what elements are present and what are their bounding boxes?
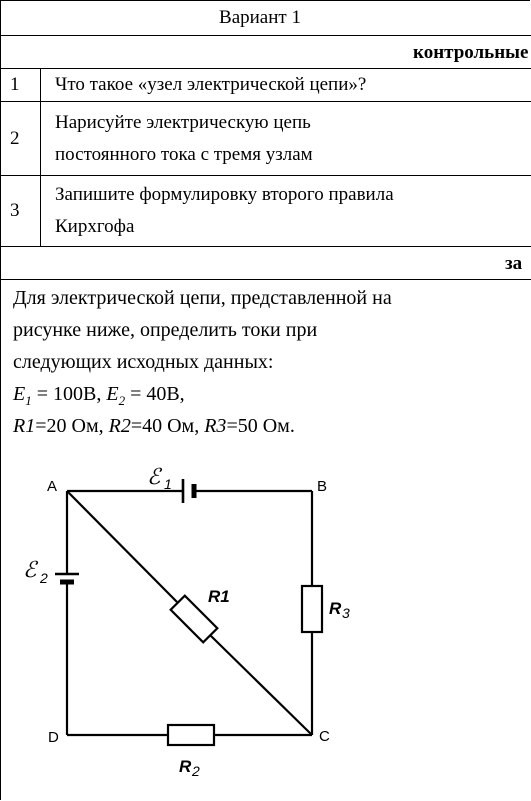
variant-title: Вариант 1 bbox=[219, 7, 301, 28]
resistor-r3-symbol: R bbox=[329, 599, 342, 618]
circuit-diagram bbox=[1, 449, 517, 801]
e2-subscript: 2 bbox=[118, 393, 126, 408]
e2-value: = 40В, bbox=[125, 383, 185, 405]
section-task-title: за bbox=[505, 253, 523, 274]
resistor-r2 bbox=[168, 725, 214, 745]
section-control-questions-title: контрольные bbox=[413, 42, 529, 63]
e2-symbol: E bbox=[106, 383, 119, 405]
question-text bbox=[55, 179, 531, 243]
emf1-subscript: 1 bbox=[164, 476, 172, 492]
task-statement bbox=[13, 282, 513, 442]
question-text-line: Нарисуйте электрическую цепь bbox=[55, 112, 311, 133]
emf1-symbol: ℰ bbox=[147, 465, 161, 490]
node-label-b: B bbox=[317, 478, 328, 495]
resistor-r3 bbox=[302, 586, 322, 632]
r3-value: =50 Ом. bbox=[226, 415, 295, 437]
e1-subscript: 1 bbox=[25, 393, 32, 408]
circuit-svg bbox=[1, 449, 517, 801]
e1-symbol: E bbox=[13, 383, 26, 405]
e1-value: = 100В, bbox=[31, 383, 107, 405]
task-line: Для электрической цепи, представленной на bbox=[13, 287, 392, 309]
wire-a-to-r1 bbox=[67, 491, 177, 602]
section-control-questions-row bbox=[1, 36, 531, 69]
r1-name: R1 bbox=[13, 415, 36, 437]
r2-name: R2 bbox=[108, 415, 131, 437]
question-text-line: Запишите формулировку второго правила bbox=[55, 184, 394, 205]
wire-r1-to-c bbox=[211, 636, 312, 735]
variant-header-row bbox=[1, 1, 531, 36]
task-resistor-values bbox=[13, 410, 513, 442]
resistor-r3-subscript: 3 bbox=[342, 605, 350, 621]
resistor-r2-subscript: 2 bbox=[192, 763, 200, 779]
r3-name: R3 bbox=[204, 415, 227, 437]
question-text-line: Что такое «узел электрической цепи»? bbox=[55, 74, 367, 95]
question-text-line: постоянного тока с тремя узлам bbox=[55, 144, 313, 165]
task-line: следующих исходных данных: bbox=[13, 351, 274, 373]
question-number: 3 bbox=[1, 176, 41, 246]
node-label-a: A bbox=[47, 478, 58, 495]
question-text bbox=[55, 107, 531, 171]
emf2-subscript: 2 bbox=[40, 570, 48, 586]
question-number: 1 bbox=[1, 69, 41, 101]
emf2-symbol: ℰ bbox=[23, 558, 37, 583]
section-task-row bbox=[1, 247, 531, 280]
resistor-r1-label: R1 bbox=[208, 587, 230, 606]
resistor-r2-symbol: R bbox=[179, 757, 192, 776]
question-row-2 bbox=[1, 102, 531, 176]
r2-value: =40 Ом, bbox=[130, 415, 205, 437]
question-row-3 bbox=[1, 176, 531, 247]
task-emf-values bbox=[13, 378, 513, 410]
r1-value: =20 Ом, bbox=[35, 415, 109, 437]
question-text bbox=[55, 69, 531, 101]
node-label-c: C bbox=[319, 728, 330, 745]
question-number: 2 bbox=[1, 102, 41, 175]
task-line: рисунке ниже, определить токи при bbox=[13, 319, 318, 341]
question-text-line: Кирхгофа bbox=[55, 216, 135, 237]
question-row-1 bbox=[1, 69, 531, 102]
node-label-d: D bbox=[48, 729, 59, 746]
